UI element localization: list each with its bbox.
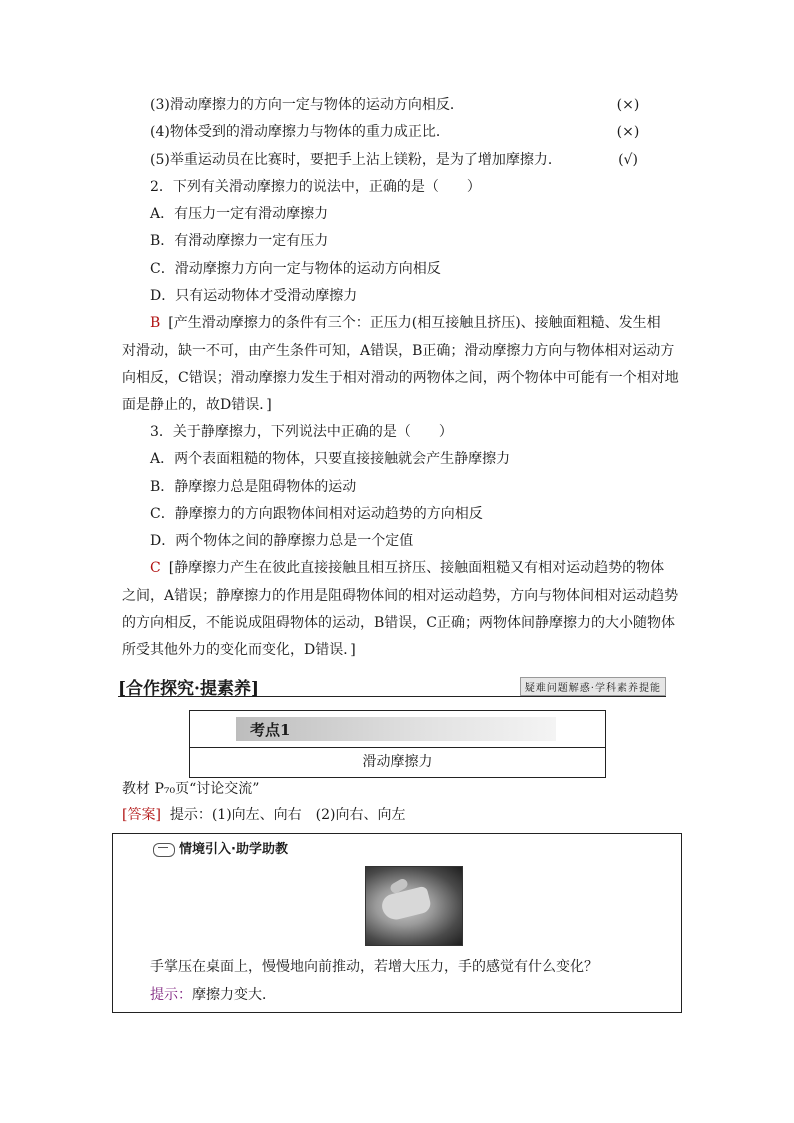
- kaodian-label: 考点1: [250, 721, 291, 739]
- q2-explanation-3: 向相反，C错误；滑动摩擦力发生于相对滑动的两物体之间，两个物体中可能有一个相对地: [122, 370, 679, 386]
- scenario-box: [112, 833, 682, 1013]
- answer-text: 提示：(1)向左、向右 (2)向右、向左: [169, 807, 406, 823]
- judgment-3-mark: (×): [616, 97, 640, 113]
- judgment-4-mark: (×): [616, 124, 640, 140]
- q2-explanation-2: 对滑动，缺一不可，由产生条件可知，A错误，B正确；滑动摩擦力方向与物体相对运动方: [122, 343, 675, 359]
- photo-hand-shape: [380, 886, 433, 923]
- q2-stem: 2．下列有关滑动摩擦力的说法中，正确的是（ ）: [150, 179, 481, 195]
- q2-option-d: D．只有运动物体才受滑动摩擦力: [150, 288, 358, 304]
- scenario-question: 手掌压在桌面上，慢慢地向前推动，若增大压力，手的感觉有什么变化？: [150, 959, 598, 975]
- q3-stem: 3．关于静摩擦力，下列说法中正确的是（ ）: [150, 424, 453, 440]
- answer-line: [122, 805, 406, 825]
- q2-option-a: A．有压力一定有滑动摩擦力: [150, 206, 329, 222]
- section-title: [合作探究·提素养]: [118, 679, 260, 699]
- q2-option-c: C．滑动摩擦力方向一定与物体的运动方向相反: [150, 261, 441, 277]
- q3-option-b: B．静摩擦力总是阻碍物体的运动: [150, 479, 357, 495]
- kaodian-tab: [236, 717, 556, 741]
- textbook-reference: 教材 P₇₀页“讨论交流”: [122, 781, 260, 797]
- hint-tag: 提示：: [150, 987, 192, 1003]
- q3-explanation-3: 的方向相反，不能说成阻碍物体的运动，B错误，C正确；两物体间静摩擦力的大小随物体: [122, 615, 675, 631]
- judgment-5: (5)举重运动员在比赛时，要把手上沾上镁粉，是为了增加摩擦力．: [150, 152, 562, 168]
- q3-explanation-4: 所受其他外力的变化而变化，D错误．]: [122, 642, 356, 658]
- hand-pointer-icon: [153, 843, 175, 857]
- scenario-heading: 情境引入·助学助教: [153, 838, 288, 857]
- q3-explanation-1: C [静摩擦力产生在彼此直接接触且相互挤压、接触面粗糙又有相对运动趋势的物体: [150, 560, 665, 576]
- kaodian-divider: [190, 747, 605, 748]
- section-subtitle: 疑难问题解惑·学科素养提能: [520, 677, 666, 696]
- judgment-5-mark: (√): [618, 152, 638, 168]
- q3-option-d: D．两个物体之间的静摩擦力总是一个定值: [150, 533, 414, 549]
- q2-answer-letter: B: [150, 315, 161, 331]
- q3-explanation-2: 之间，A错误；静摩擦力的作用是阻碍物体间的相对运动趋势，方向与物体间相对运动趋势: [122, 588, 679, 604]
- kaodian-topic: 滑动摩擦力: [362, 754, 433, 770]
- kaodian-box: [189, 710, 606, 778]
- hint-text: 摩擦力变大．: [192, 987, 276, 1003]
- q2-explanation-1: B [产生滑动摩擦力的条件有三个：正压力(相互接触且挤压)、接触面粗糙、发生相: [150, 315, 661, 331]
- section-header: [118, 674, 666, 697]
- q3-answer-letter: C: [150, 560, 161, 576]
- answer-tag: [答案]: [122, 807, 161, 823]
- q2-option-b: B．有滑动摩擦力一定有压力: [150, 233, 329, 249]
- judgment-3: (3)滑动摩擦力的方向一定与物体的运动方向相反．: [150, 97, 464, 113]
- judgment-4: (4)物体受到的滑动摩擦力与物体的重力成正比．: [150, 124, 450, 140]
- q3-option-c: C．静摩擦力的方向跟物体间相对运动趋势的方向相反: [150, 506, 483, 522]
- hand-on-desk-photo: [365, 866, 463, 946]
- q3-option-a: A．两个表面粗糙的物体，只要直接接触就会产生静摩擦力: [150, 451, 511, 467]
- scenario-hint: [150, 984, 276, 1004]
- q2-explanation-4: 面是静止的，故D错误．]: [122, 397, 272, 413]
